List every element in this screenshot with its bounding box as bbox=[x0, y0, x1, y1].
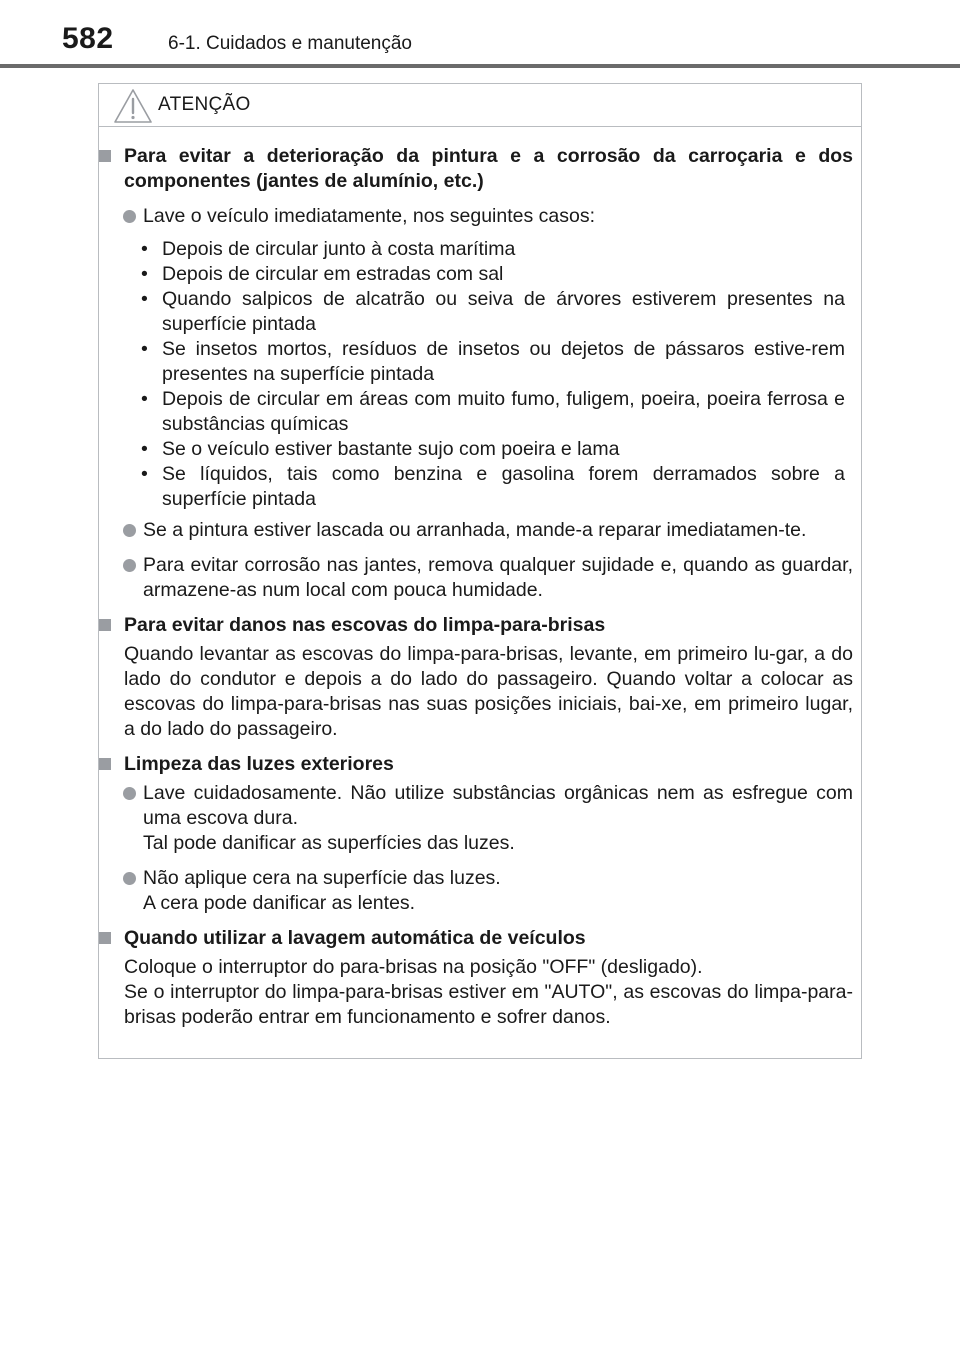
item-note: Tal pode danificar as superfícies das luzes. bbox=[143, 832, 515, 854]
item-text: Se a pintura estiver lascada ou arranhada, mande-a reparar imediatamen-te. bbox=[143, 519, 807, 541]
bullet-text: Se insetos mortos, resíduos de insetos ou dejetos de pássaros estive-rem presentes na superfície pintada bbox=[162, 338, 845, 385]
item-text: Não aplique cera na superfície das luzes. bbox=[143, 867, 501, 889]
bullet-text: Depois de circular junto à costa marítima bbox=[162, 238, 516, 260]
item-text: Para evitar corrosão nas jantes, remova qualquer sujidade e, quando as guardar, armazene-as num local com pouca humidade. bbox=[143, 554, 853, 601]
list-item bbox=[143, 781, 853, 856]
section-heading-paint bbox=[124, 144, 853, 194]
heading-text: Para evitar a deterioração da pintura e a corrosão da carroçaria e dos componentes (jantes de alumínio, etc.) bbox=[124, 145, 853, 192]
bullet-dot-icon: • bbox=[141, 263, 148, 285]
item-text: Lave o veículo imediatamente, nos seguintes casos: bbox=[143, 205, 596, 227]
heading-text: Para evitar danos nas escovas do limpa-para-brisas bbox=[124, 614, 606, 636]
bullet-item bbox=[141, 437, 845, 462]
warning-content bbox=[99, 144, 861, 1030]
section-body: Quando levantar as escovas do limpa-para-brisas, levante, em primeiro lu-gar, a do lado do condutor e depois a do lado do passageiro. Quando voltar a colocar as escovas do limpa-para-brisas nas suas posições iniciais, bai-xe, em primeiro lugar, a do lado do passageiro. bbox=[124, 643, 853, 740]
section-body-line: Coloque o interruptor do para-brisas na posição "OFF" (desligado). bbox=[124, 956, 703, 978]
bullet-dot-icon: • bbox=[141, 388, 148, 410]
section-title: 6-1. Cuidados e manutenção bbox=[168, 33, 412, 54]
circle-bullet-icon bbox=[123, 559, 136, 572]
bullet-item bbox=[141, 262, 845, 287]
bullet-text: Se o veículo estiver bastante sujo com poeira e lama bbox=[162, 438, 620, 460]
bullet-list bbox=[99, 237, 861, 512]
warning-triangle-icon bbox=[113, 88, 153, 124]
bullet-dot-icon: • bbox=[141, 463, 148, 485]
bullet-item bbox=[141, 337, 845, 387]
circle-bullet-icon bbox=[123, 787, 136, 800]
item-text: Lave cuidadosamente. Não utilize substâncias orgânicas nem as esfregue com uma escova dura. bbox=[143, 782, 853, 829]
page-header bbox=[0, 0, 960, 66]
square-bullet-icon bbox=[99, 150, 111, 162]
bullet-dot-icon: • bbox=[141, 438, 148, 460]
heading-text: Limpeza das luzes exteriores bbox=[124, 753, 394, 775]
section-heading-lights bbox=[124, 752, 853, 777]
bullet-text: Quando salpicos de alcatrão ou seiva de árvores estiverem presentes na superfície pintada bbox=[162, 288, 845, 335]
bullet-item bbox=[141, 287, 845, 337]
bullet-text: Depois de circular em áreas com muito fumo, fuligem, poeira, poeira ferrosa e substâncias químicas bbox=[162, 388, 845, 435]
bullet-dot-icon: • bbox=[141, 238, 148, 260]
heading-text: Quando utilizar a lavagem automática de veículos bbox=[124, 927, 586, 949]
bullet-item bbox=[141, 462, 845, 512]
circle-bullet-icon bbox=[123, 210, 136, 223]
list-item bbox=[143, 204, 853, 229]
section-body-line: Se o interruptor do limpa-para-brisas estiver em "AUTO", as escovas do limpa-para-brisas poderão entrar em funcionamento e sofrer danos. bbox=[124, 981, 853, 1028]
list-item bbox=[143, 553, 853, 603]
bullet-item bbox=[141, 237, 845, 262]
page-number: 582 bbox=[62, 22, 114, 55]
list-item bbox=[143, 518, 853, 543]
section-heading-carwash bbox=[124, 926, 853, 951]
circle-bullet-icon bbox=[123, 872, 136, 885]
warning-header bbox=[99, 84, 861, 127]
header-rule bbox=[0, 64, 960, 68]
square-bullet-icon bbox=[99, 758, 111, 770]
list-item bbox=[143, 866, 853, 916]
square-bullet-icon bbox=[99, 932, 111, 944]
section-heading-wipers bbox=[124, 613, 853, 638]
item-note: A cera pode danificar as lentes. bbox=[143, 892, 416, 914]
bullet-dot-icon: • bbox=[141, 288, 148, 310]
square-bullet-icon bbox=[99, 619, 111, 631]
warning-label: ATENÇÃO bbox=[158, 94, 251, 115]
circle-bullet-icon bbox=[123, 524, 136, 537]
warning-box bbox=[98, 83, 862, 1059]
bullet-text: Se líquidos, tais como benzina e gasolina forem derramados sobre a superfície pintada bbox=[162, 463, 845, 510]
bullet-item bbox=[141, 387, 845, 437]
bullet-text: Depois de circular em estradas com sal bbox=[162, 263, 504, 285]
bullet-dot-icon: • bbox=[141, 338, 148, 360]
